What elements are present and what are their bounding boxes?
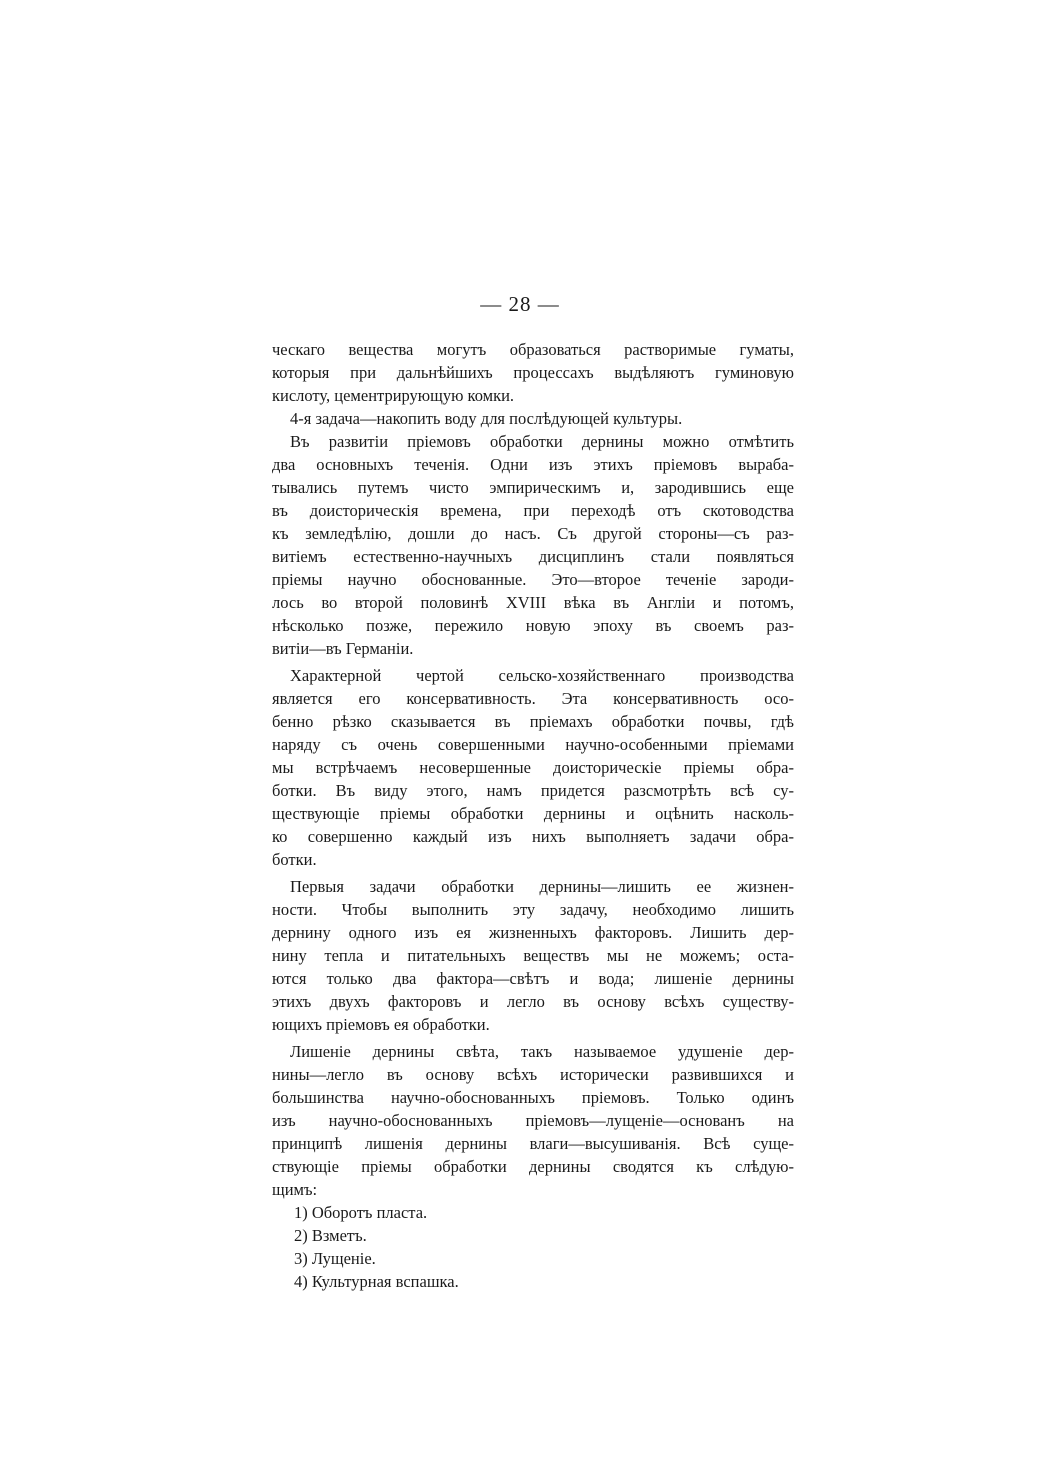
text-line: изъ научно-обоснованныхъ пріемовъ—лущеніе—основанъ на	[272, 1111, 794, 1130]
paragraph	[272, 875, 794, 1036]
paragraph	[272, 430, 794, 660]
text-line: 4-я задача—накопить воду для послѣдующей культуры.	[290, 409, 683, 428]
text-line: Лишеніе дернины свѣта, такъ называемое удушеніе дер-	[290, 1042, 794, 1061]
text-line: дернину одного изъ ея жизненныхъ факторовъ. Лишить дер-	[272, 923, 794, 942]
text-line: большинства научно-обоснованныхъ пріемовъ. Только одинъ	[272, 1088, 794, 1107]
list-item: 2) Взметъ.	[294, 1226, 367, 1245]
text-line: Въ развитіи пріемовъ обработки дернины можно отмѣтить	[290, 432, 794, 451]
text-line: бенно рѣзко сказывается въ пріемахъ обработки почвы, гдѣ	[272, 712, 794, 731]
text-line: ствующіе пріемы обработки дернины сводятся къ слѣдую-	[272, 1157, 794, 1176]
text-line: щимъ:	[272, 1180, 318, 1199]
text-line: ко совершенно каждый изъ нихъ выполняетъ задачи обра-	[272, 827, 794, 846]
text-line: этихъ двухъ факторовъ и легло въ основу всѣхъ существу-	[272, 992, 794, 1011]
text-line: въ доисторическія времена, при переходѣ отъ скотоводства	[272, 501, 794, 520]
text-line: ботки.	[272, 850, 317, 869]
text-line: ются только два фактора—свѣтъ и вода; лишеніе дернины	[272, 969, 794, 988]
text-line: ности. Чтобы выполнить эту задачу, необходимо лишить	[272, 900, 794, 919]
text-line: принципѣ лишенія дернины влаги—высушиванія. Всѣ суще-	[272, 1134, 794, 1153]
text-line: витіи—въ Германіи.	[272, 639, 414, 658]
text-line: ческаго вещества могутъ образоваться растворимые гуматы,	[272, 340, 794, 359]
page-number: — 28 —	[480, 292, 560, 316]
text-line: Характерной чертой сельско-хозяйственнаго производства	[290, 666, 794, 685]
text-line: пріемы научно обоснованные. Это—второе теченіе зароди-	[272, 570, 794, 589]
text-line: ществующіе пріемы обработки дернины и оцѣнить насколь-	[272, 804, 794, 823]
paragraph	[272, 338, 794, 407]
text-line: нину тепла и питательныхъ веществъ мы не можемъ; оста-	[272, 946, 794, 965]
text-line: наряду съ очень совершенными научно-особенными пріемами	[272, 735, 794, 754]
text-line: къ земледѣлію, дошли до насъ. Съ другой стороны—съ раз-	[272, 524, 794, 543]
list-item: 3) Лущеніе.	[294, 1249, 376, 1268]
text-line: Первыя задачи обработки дернины—лишить ее жизнен-	[290, 877, 794, 896]
paragraph	[272, 664, 794, 871]
text-line: мы встрѣчаемъ несовершенные доисторическіе пріемы обра-	[272, 758, 794, 777]
text-line: два основныхъ теченія. Одни изъ этихъ пріемовъ выраба-	[272, 455, 794, 474]
paragraph	[272, 1040, 794, 1201]
text-line: которыя при дальнѣйшихъ процессахъ выдѣляютъ гуминовую	[272, 363, 794, 382]
paragraph	[272, 407, 794, 430]
list-item: 1) Оборотъ пласта.	[294, 1203, 428, 1222]
text-line: является его консервативность. Эта консервативность осо-	[272, 689, 794, 708]
text-line: лось во второй половинѣ XVIII вѣка въ Англіи и потомъ,	[272, 593, 794, 612]
body-text	[272, 338, 794, 1293]
text-line: кислоту, цементрирующую комки.	[272, 386, 515, 405]
text-line: ботки. Въ виду этого, намъ придется разсмотрѣть всѣ су-	[272, 781, 794, 800]
numbered-list	[272, 1201, 794, 1293]
text-line: витіемъ естественно-научныхъ дисциплинъ стали появляться	[272, 547, 794, 566]
text-line: нѣсколько позже, пережило новую эпоху въ своемъ раз-	[272, 616, 794, 635]
text-line: тывались путемъ чисто эмпирическимъ и, зародившись еще	[272, 478, 794, 497]
text-line: ющихъ пріемовъ ея обработки.	[272, 1015, 490, 1034]
text-line: нины—легло въ основу всѣхъ исторически развившихся и	[272, 1065, 794, 1084]
list-item: 4) Культурная вспашка.	[294, 1272, 459, 1291]
